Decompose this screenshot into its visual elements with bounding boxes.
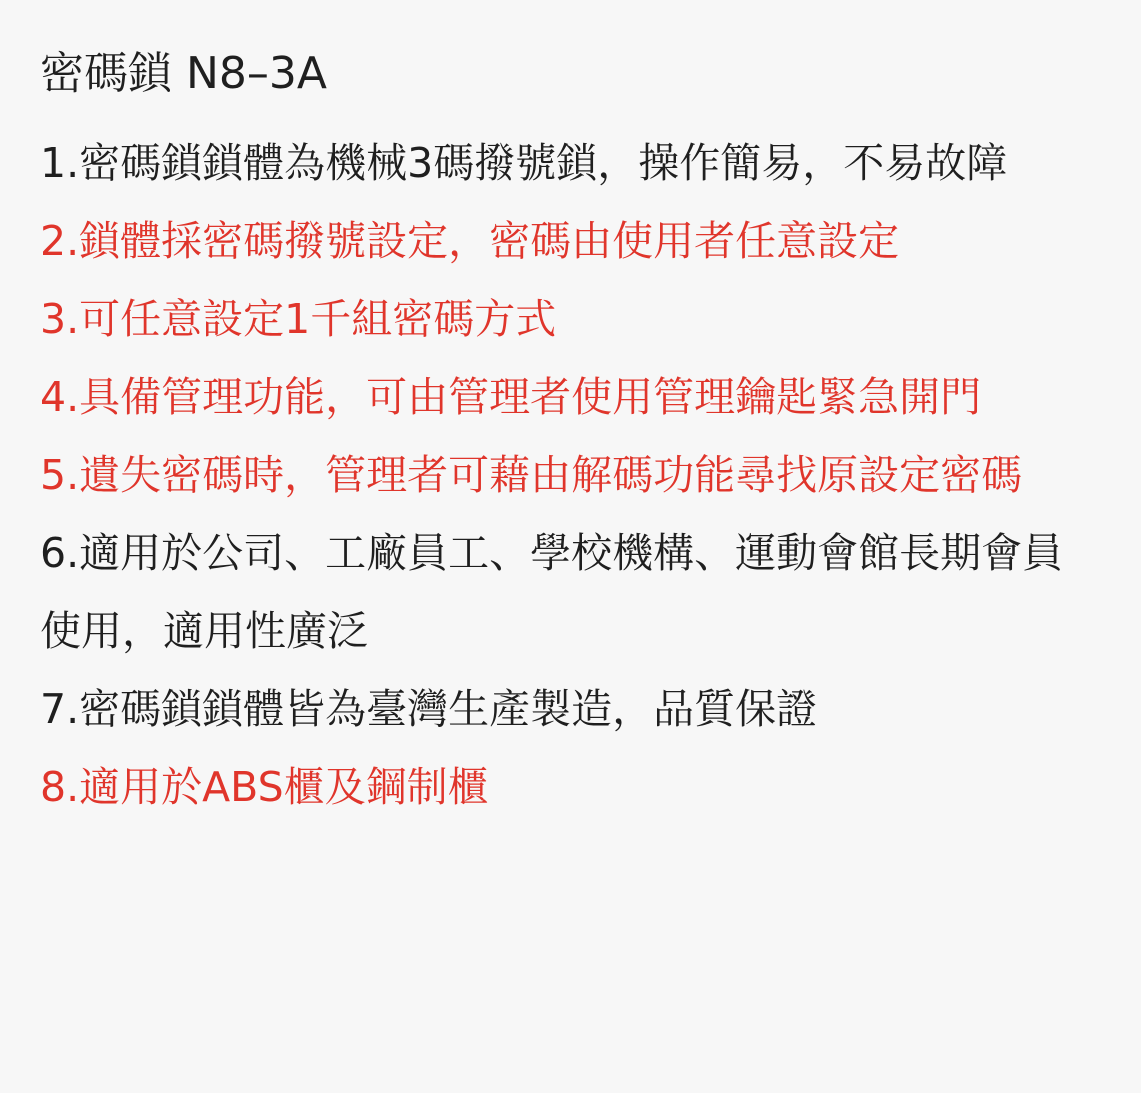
feature-item-7: 7.密碼鎖鎖體皆為臺灣生產製造，品質保證 xyxy=(40,685,818,733)
feature-item-6: 6.適用於公司、工廠員工、學校機構、運動會館長期會員使用，適用性廣泛 xyxy=(40,529,1064,655)
feature-item-4: 4.具備管理功能，可由管理者使用管理鑰匙緊急開門 xyxy=(40,373,982,421)
feature-item-2: 2.鎖體採密碼撥號設定，密碼由使用者任意設定 xyxy=(40,217,900,265)
feature-list xyxy=(40,124,1081,826)
feature-item-5: 5.遺失密碼時，管理者可藉由解碼功能尋找原設定密碼 xyxy=(40,451,1023,499)
page-title: 密碼鎖 N8–3A xyxy=(40,48,327,99)
feature-item-1: 1.密碼鎖鎖體為機械3碼撥號鎖，操作簡易，不易故障 xyxy=(40,139,1008,187)
feature-item-8: 8.適用於ABS櫃及鋼制櫃 xyxy=(40,763,489,811)
feature-item-3: 3.可任意設定1千組密碼方式 xyxy=(40,295,557,343)
